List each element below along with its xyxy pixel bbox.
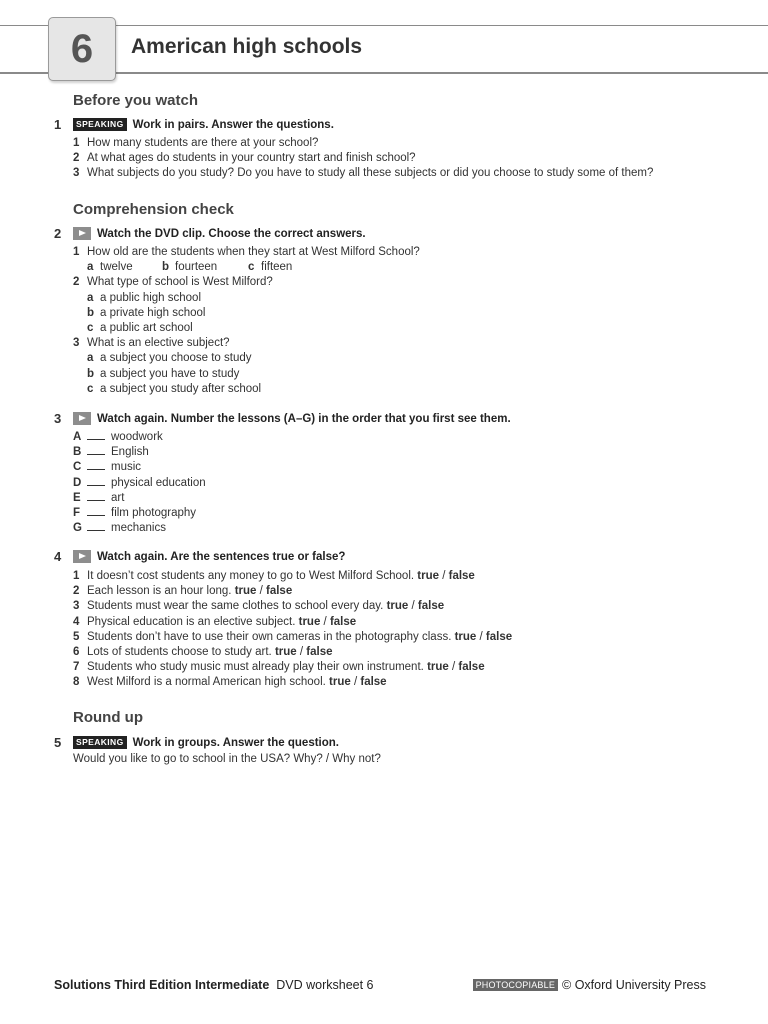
exercise-4-list [73,569,512,691]
page-title: American high schools [131,35,363,58]
true-option[interactable]: true [454,630,477,643]
section-heading-before: Before you watch [73,92,199,109]
play-icon [73,227,91,240]
true-option[interactable]: true [417,570,440,582]
exercise-number-1: 1 [54,117,62,132]
list-item: C music [73,461,142,474]
play-icon [73,550,91,563]
true-option[interactable]: true [274,645,297,658]
list-item: 4 Physical education is an elective subject. true / false [73,615,357,628]
false-option[interactable]: false [417,600,445,613]
list-item: E art [73,491,125,504]
false-option[interactable]: false [266,585,293,598]
question: 2 What type of school is West Milford? [73,276,273,289]
list-item: A woodwork [73,431,163,443]
rubric-text: Work in groups. Answer the question. [132,736,339,749]
list-item: 1 It doesn’t cost students any money to go to West Milford School. true / false [73,570,475,582]
footer-copyright [473,978,706,992]
exercise-3-rubric [73,412,511,425]
answer-blank[interactable] [87,460,105,470]
section-heading-comprehension: Comprehension check [73,201,234,218]
answer-option: b a private high school [87,306,206,319]
footer-book [54,978,374,992]
exercise-2-rubric [73,227,366,240]
answer-blank[interactable] [87,521,105,531]
exercise-number-4: 4 [54,549,62,564]
list-item: 7 Students who study music must already play their own instrument. true / false [73,661,485,674]
speaking-badge: SPEAKING [73,118,127,131]
answer-blank[interactable] [87,476,105,486]
section-heading-roundup: Round up [73,709,143,726]
exercise-1-list [73,136,653,182]
list-item: 2 At what ages do students in your country start and finish school? [73,152,416,165]
list-item: 1 How many students are there at your school? [73,137,319,149]
false-option[interactable]: false [306,645,333,658]
exercise-number-5: 5 [54,735,62,750]
book-title: Solutions Third Edition Intermediate [54,978,270,992]
exercise-5-question: Would you like to go to school in the USA? Why? / Why not? [73,753,381,765]
false-option[interactable]: false [448,570,475,582]
answer-option: a a public high school [87,291,202,304]
answer-blank[interactable] [87,445,105,455]
list-item: 5 Students don’t have to use their own cameras in the photography class. true / false [73,630,513,643]
unit-number: 6 [70,26,94,71]
unit-number-box [48,17,116,81]
rubric-text: Watch again. Number the lessons (A–G) in the order that you first see them. [97,412,511,425]
false-option[interactable]: false [458,661,485,674]
list-item: 3 What subjects do you study? Do you have to study all these subjects or did you choose to study some of them? [73,167,654,180]
answer-option: c a public art school [87,321,193,334]
answer-blank[interactable] [87,506,105,516]
list-item: 6 Lots of students choose to study art. true / false [73,645,333,658]
true-option[interactable]: true [427,661,449,674]
copyright-text: © Oxford University Press [562,978,706,992]
exercise-4-rubric [73,550,345,563]
rubric-text: Watch again. Are the sentences true or false? [97,550,346,563]
true-option[interactable]: true [386,600,409,613]
answer-option: b a subject you have to study [87,367,240,380]
answer-option: c a subject you study after school [87,382,262,395]
list-item: F film photography [73,506,197,519]
photocopiable-badge: PHOTOCOPIABLE [473,979,558,991]
answer-option: a a subject you choose to study [87,352,252,365]
false-option[interactable]: false [485,630,513,643]
exercise-1-rubric [73,118,334,131]
list-item: D physical education [73,476,206,489]
list-item: B English [73,446,149,459]
answer-blank[interactable] [87,491,105,501]
false-option[interactable]: false [360,676,387,689]
exercise-3-list [73,430,206,536]
question: 3 What is an elective subject? [73,337,230,350]
exercise-number-2: 2 [54,226,62,241]
true-option[interactable]: true [329,676,351,689]
exercise-5-rubric [73,736,339,749]
false-option[interactable]: false [329,615,357,628]
list-item: G mechanics [73,522,166,535]
exercise-2-list [73,245,420,397]
worksheet-label: DVD worksheet 6 [276,978,374,992]
true-option[interactable]: true [298,615,321,628]
rubric-text: Watch the DVD clip. Choose the correct answers. [97,227,366,240]
exercise-number-3: 3 [54,411,62,426]
question: 1 How old are the students when they start at West Milford School? [73,246,420,258]
answer-blank[interactable] [87,430,105,440]
answer-options: a twelve b fourteen c fifteen [87,261,293,274]
speaking-badge: SPEAKING [73,736,127,749]
list-item: 3 Students must wear the same clothes to school every day. true / false [73,600,445,613]
list-item: 2 Each lesson is an hour long. true / false [73,585,293,598]
true-option[interactable]: true [234,585,257,598]
play-icon [73,412,91,425]
rubric-text: Work in pairs. Answer the questions. [132,118,334,131]
list-item: 8 West Milford is a normal American high school. true / false [73,676,387,689]
